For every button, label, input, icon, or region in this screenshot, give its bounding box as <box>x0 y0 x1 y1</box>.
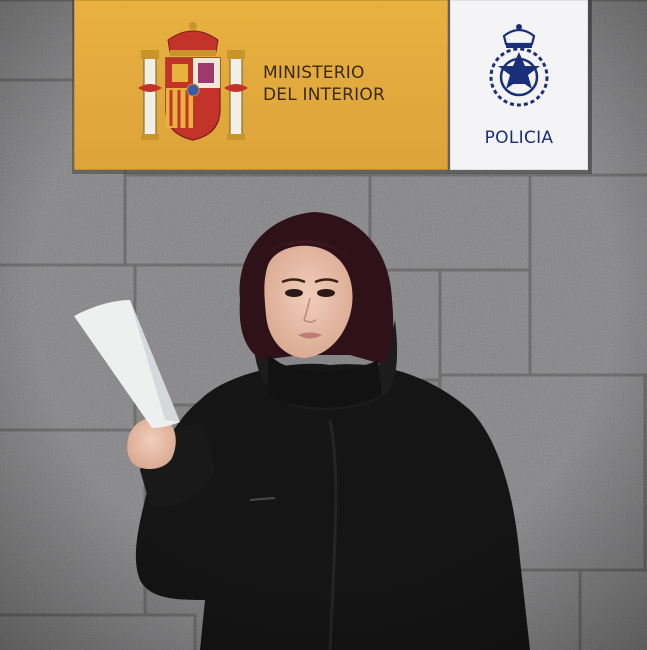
coat-of-arms-icon <box>138 18 248 158</box>
ministry-line-1: MINISTERIO <box>263 63 365 83</box>
police-emblem-icon <box>484 22 554 114</box>
ministry-name <box>263 62 443 106</box>
ministry-line-2: DEL INTERIOR <box>263 85 385 105</box>
police-label: POLICIA <box>484 128 554 148</box>
